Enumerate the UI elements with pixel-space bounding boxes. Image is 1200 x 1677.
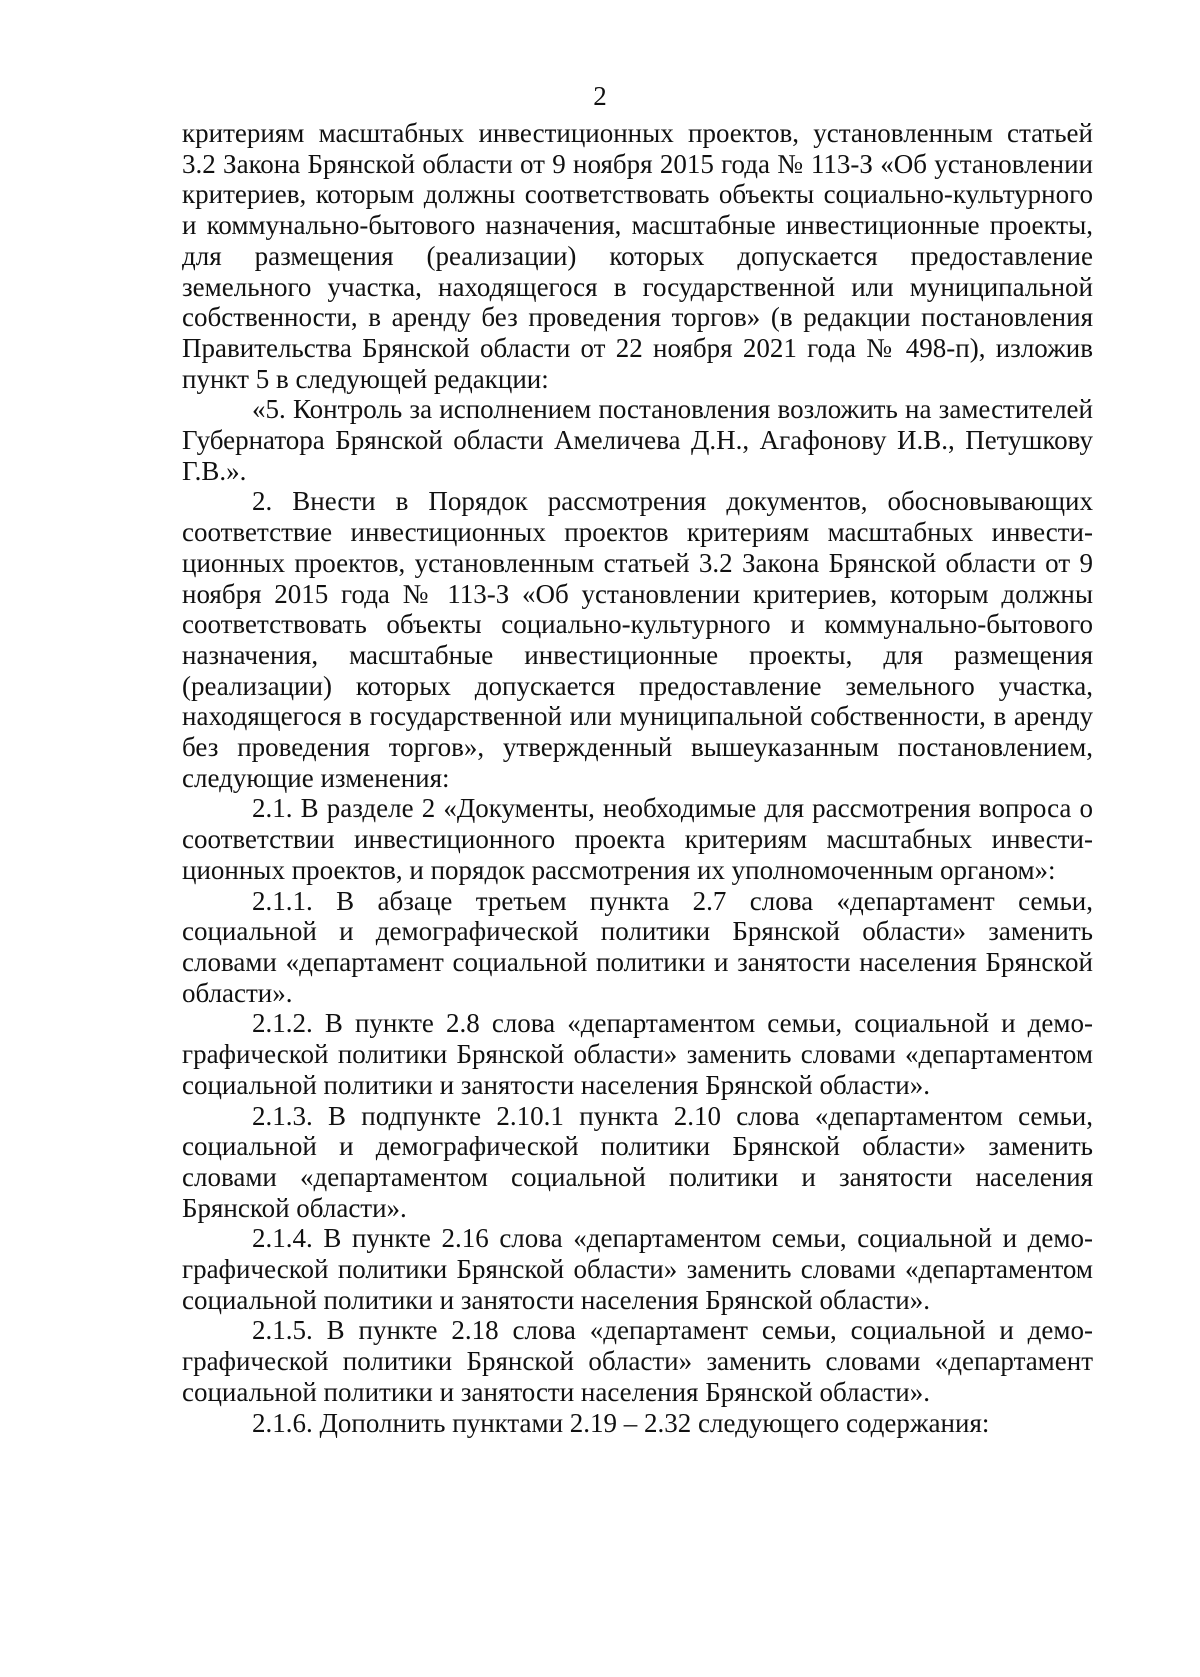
paragraph-item-5-quote: «5. Контроль за исполнением постановления возложить на заместителей Губернатора Брянской области Амеличева Д.Н., Агафонову И.В., Петушкову Г.В.». [182, 394, 1093, 486]
document-body [182, 118, 1093, 1438]
paragraph-continuation: критериям масштабных инвестиционных проектов, установленным статьей 3.2 Закона Брянской области от 9 ноября 2015 года № 113-З «Об установлении критериев, которым должны соответствовать объекты социально-культурного и коммунально-бытового назначения, масштабные инвестиционные проекты, для размещения (реализации) которых допускается предоставление земельного участка, находящегося в государственной или муниципальной собственности, в аренду без проведения торгов» (в редакции постановления Правительства Брянской области от 22 ноября 2021 года № 498-п), изложив пункт 5 в следующей редакции: [182, 118, 1093, 394]
paragraph-item-2-1-6: 2.1.6. Дополнить пунктами 2.19 – 2.32 следующего содержания: [252, 1407, 990, 1438]
paragraph-item-2-1: 2.1. В разделе 2 «Документы, необходимые для рассмотрения вопроса о соответствии инвестиционного проекта критериям масштабных инвестиционных проектов, и порядок рассмотрения их уполномоченным органом»: [182, 793, 1093, 885]
page-number: 2 [593, 81, 607, 111]
paragraph-item-2-1-1: 2.1.1. В абзаце третьем пункта 2.7 слова «департамент семьи, социальной и демографической политики Брянской области» заменить словами «департамент социальной политики и занятости населения Брянской области». [182, 885, 1093, 1008]
paragraph-item-2-1-5: 2.1.5. В пункте 2.18 слова «департамент семьи, социальной и демографической политики Брянской области» заменить словами «департамент социальной политики и занятости населения Брянской области». [182, 1315, 1093, 1407]
paragraph-item-2-1-3: 2.1.3. В подпункте 2.10.1 пункта 2.10 слова «департаментом семьи, социальной и демографической политики Брянской области» заменить словами «департаментом социальной политики и занятости населения Брянской области». [182, 1100, 1093, 1223]
paragraph-item-2-1-2: 2.1.2. В пункте 2.8 слова «департаментом семьи, социальной и демографической политики Брянской области» заменить словами «департаментом социальной политики и занятости населения Брянской области». [182, 1008, 1093, 1100]
paragraph-item-2: 2. Внести в Порядок рассмотрения документов, обосновывающих соответствие инвестиционных проектов критериям масштабных инвестиционных проектов, установленным статьей 3.2 Закона Брянской области от 9 ноября 2015 года № 113-З «Об установлении критериев, которым должны соответствовать объекты социально-культурного и коммунально-бытового назначения, масштабные инвестиционные проекты, для размещения (реализации) которых допускается предоставление земельного участка, находящегося в государственной или муниципальной собственности, в аренду без проведения торгов», утвержденный вышеуказанным постановлением, следующие изменения: [182, 486, 1093, 793]
paragraph-item-2-1-4: 2.1.4. В пункте 2.16 слова «департаментом семьи, социальной и демографической политики Брянской области» заменить словами «департаментом социальной политики и занятости населения Брянской области». [182, 1223, 1093, 1315]
